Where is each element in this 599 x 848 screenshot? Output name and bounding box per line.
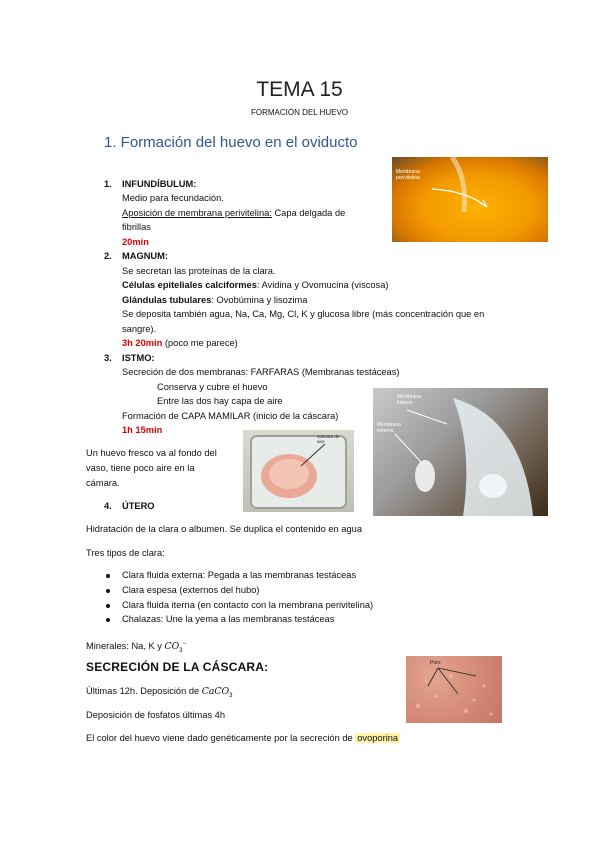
highlighted-term: ovoporina [357, 733, 399, 743]
air-chamber-label: Cámara de aire [317, 434, 340, 444]
text-line: Secreción de dos membranas: FARFARAS (Membranas testáceas) [122, 367, 400, 377]
text-line: Se deposita también agua, Na, Ca, Mg, Cl, K y glucosa libre (más concentración que en [122, 309, 485, 319]
page-title: TEMA 15 [256, 78, 343, 101]
text-span: Últimas 12h. Deposición de [86, 686, 202, 696]
text-line: sangre). [122, 324, 157, 334]
text-line [122, 206, 345, 221]
section-heading: 1. Formación del huevo en el oviducto [104, 134, 358, 151]
list-number: 3. [104, 353, 112, 363]
bold-term: Glándulas tubulares [122, 295, 212, 305]
list-item: Chalazas: Une la yema a las membranas testáceas [122, 614, 335, 624]
text-span: : Ovobúmina y lisozima [211, 295, 308, 305]
list-number: 1. [104, 179, 112, 189]
yolk-label: Membrana perivitelina [396, 169, 420, 181]
formula: CO [164, 641, 180, 653]
fosfatos-text: Deposición de fosfatos últimas 4h [86, 710, 226, 720]
magnum-heading: MAGNUM: [122, 251, 168, 261]
list-item: Clara fluida externa: Pegada a las membranas testáceas [122, 570, 357, 580]
text-span: Minerales: Na, K y [86, 641, 165, 652]
time-label: 1h 15min [122, 425, 163, 435]
bold-term: Células epiteliales calciformes [122, 280, 257, 290]
ultimas-text [86, 684, 233, 703]
egg-shell-photo [243, 430, 354, 512]
pore-label: Poro [430, 660, 441, 666]
tres-tipos-text: Tres tipos de clara: [86, 548, 165, 558]
time-label: 20min [122, 237, 149, 247]
secrecion-heading: SECRECIÓN DE LA CÁSCARA: [86, 660, 269, 674]
bullet-dot [106, 604, 110, 608]
hidratacion-text: Hidratación de la clara o albumen. Se duplica el contenido en agua [86, 524, 362, 534]
fresh-egg-note-line: vaso, tiene poco aire en la [86, 463, 195, 473]
list-item: Clara fluida iterna (en contacto con la membrana perivitelina) [122, 600, 374, 610]
text-span: El color del huevo viene dado genéticamente por la secreción de [86, 733, 356, 743]
list-item: Clara espesa (externos del hubo) [122, 585, 260, 595]
bullet-dot [106, 574, 110, 578]
underlined-term: Aposición de membrana perivitelina: [122, 208, 272, 218]
infundibulum-heading: INFUNDÍBULUM: [122, 179, 197, 189]
formula-sub: 3 [179, 647, 183, 654]
text-line: Conserva y cubre el huevo [157, 382, 268, 392]
formula: CaCO [201, 686, 230, 697]
membrane-internal-label: Membrana interna [397, 394, 421, 406]
text-line [122, 293, 307, 308]
membrane-external-label: Membrana externa [377, 422, 401, 434]
time-note: (poco me parece) [162, 338, 238, 348]
bullet-dot [106, 589, 110, 593]
istmo-heading: ISTMO: [122, 353, 155, 363]
list-number: 2. [104, 251, 112, 261]
shell-pores-photo [406, 656, 502, 723]
list-number: 4. [104, 501, 112, 511]
text-line: Formación de CAPA MAMILAR (inicio de la cáscara) [122, 411, 339, 421]
membranes-photo [373, 388, 548, 516]
text-line: Entre las dos hay capa de aire [157, 396, 283, 406]
formula-sup: − [182, 641, 187, 647]
text-line: Se secretan las proteínas de la clara. [122, 266, 276, 276]
text-line [122, 336, 238, 351]
fresh-egg-note-line: cámara. [86, 478, 120, 488]
page-subtitle: FORMACIÓN DEL HUEVO [250, 108, 349, 117]
time-label: 3h 20min [122, 338, 163, 348]
formula-sub: 3 [229, 692, 233, 699]
minerales-text [86, 637, 186, 658]
yolk-photo [392, 157, 548, 242]
text-line [122, 278, 388, 293]
text-span: : Avidina y Ovomucina (viscosa) [256, 280, 389, 290]
bullet-dot [106, 618, 110, 622]
text-line: Medio para fecundación. [122, 193, 224, 203]
fresh-egg-note-line: Un huevo fresco va al fondo del [86, 448, 217, 458]
text-span: Capa delgada de [271, 208, 346, 218]
color-text [86, 731, 400, 746]
utero-heading: ÚTERO [122, 501, 155, 511]
text-line: fibrillas [122, 222, 151, 232]
